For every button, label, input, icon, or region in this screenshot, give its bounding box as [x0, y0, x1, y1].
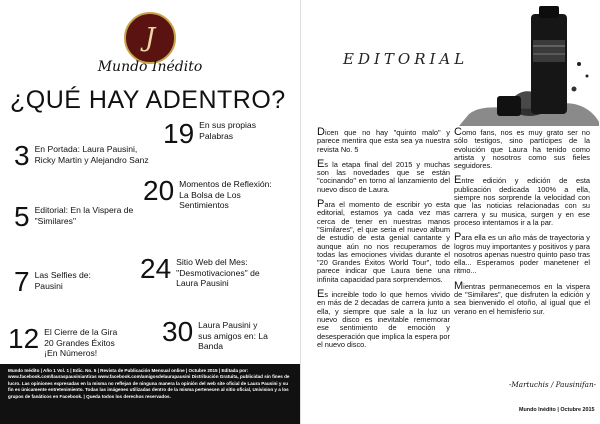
editorial-paragraph: Es increible todo lo que hemos vivido en más de 2 decadas de carrera junto a ella, y siempre que sale a la luz un nuevo disco es inevitable rememorar ese sentimiento de emoción y desesperación que implica la espera por el nuevo disco.: [317, 288, 450, 349]
item-title: Las Selfies de: Pausini: [34, 270, 91, 291]
item-title: Sitio Web del Mes: "Desmotivaciones" de Laura Pausini: [176, 257, 260, 288]
item-title: Laura Pausini y sus amigos en: La Banda: [198, 320, 268, 351]
editorial-paragraph: Dicen que no hay "quinto malo" y parece mentira que esta sea ya nuestra revista No. 5: [317, 126, 450, 154]
item-page-number: 3: [14, 140, 30, 171]
logo-mark: J: [144, 23, 156, 53]
contents-item: [14, 142, 164, 170]
editorial-paragraph: Para ella es un año más de trayectoria y logros muy importantes y positivos y para nosotros apenas nuestro quinto paso tras ella... Esperamos poder manetener el ritmo...: [454, 231, 590, 276]
item-page-number: 5: [14, 201, 30, 232]
item-page-number: 7: [14, 266, 30, 297]
contents-item: [143, 177, 298, 211]
contents-item: [163, 120, 298, 148]
editorial-page: [300, 0, 600, 424]
item-page-number: 20: [143, 175, 175, 206]
editorial-column-2: [454, 128, 590, 322]
editorial-paragraph: Para el momento de escribir yo esta editorial, estamos ya cada vez mas cerca de tener en nuestras manos "Similares", el que seria el nuevo album de estudio de esta genial cantante y aunque aún no nos recuperamos de todas las emociones vividas durante el "20 Grandes Éxitos World Tour", todo parece indicar que Laura tiene una infinita capacidad para sorprendernos.: [317, 198, 450, 284]
item-page-number: 30: [162, 316, 194, 347]
publication-footer: Mundo Inédito | Año 1 Vol. 1 | Edic. No. 5 | Revista de Publicación Mensual online | Octubre 2015 | Editada por: www.facebook.com/lauraspausiniantiras www.facebook.com/amigosdelaurapausini Distribución Gratuita, publicidad sin fines de lucro. Las opiniones expresadas en la misma no reflejan de ninguna manera la opinión del web site oficial de Laura Pausini y su fin es únicamente entretenimiento. Todas las imágenes utilizadas dentro de la misma pertenecen al sitio oficial, Univision y a los grupos de fanáticos en Facebook. | Queda todos los derechos reservados.: [0, 364, 300, 424]
contents-heading: ¿QUÉ HAY ADENTRO?: [10, 86, 286, 114]
item-title: El Cierre de la Gira 20 Grandes Éxitos ¡En Números!: [44, 327, 118, 358]
editorial-signature: -Martuchis / Pausinifan-: [509, 380, 597, 389]
contents-item: [14, 203, 164, 231]
magazine-name: Mundo Inédito: [97, 59, 203, 75]
editorial-title: EDITORIAL: [343, 50, 469, 68]
magazine-logo: [124, 12, 176, 64]
item-page-number: 24: [140, 253, 172, 284]
editorial-paragraph: Mientras permanecemos en la vispera de "Similares", que disfruten la edición y sea bienvenido el otoño, al igual que el verano en el hemisferio sur.: [454, 279, 590, 316]
editorial-paragraph: Es la etapa final del 2015 y muchas son las novedades que se están "cocinando" en torno al lanzamiento del nuevo disco de Laura.: [317, 157, 450, 194]
contents-item: [8, 325, 158, 359]
contents-item: [162, 318, 298, 352]
contents-item: [140, 255, 298, 289]
item-title: En sus propias Palabras: [199, 120, 257, 141]
editorial-paragraph: Entre edición y edición de esta publicación dedicada 100% a ella, siempre nos sorprende la velocidad con que las noticias relacionadas con su carrera y su musica, surgen y en ese proceso intentamos ir a la par.: [454, 174, 590, 227]
ink-bottle-illustration: [449, 4, 599, 126]
item-title: Editorial: En la Vispera de "Similares": [34, 205, 134, 226]
page-footer: Mundo Inédito | Octubre 2015: [519, 407, 595, 413]
item-page-number: 19: [163, 118, 195, 149]
editorial-paragraph: Como fans, nos es muy grato ser no sólo testigos, sino partícipes de la evolución que Laura ha tenido como artista y nosotros como sus fieles seguidores.: [454, 126, 590, 171]
item-title: En Portada: Laura Pausini, Ricky Martin y Alejandro Sanz: [34, 144, 149, 165]
item-title: Momentos de Reflexión: La Bolsa de Los Sentimientos: [179, 179, 272, 210]
editorial-column-1: [317, 128, 450, 355]
item-page-number: 12: [8, 323, 40, 354]
